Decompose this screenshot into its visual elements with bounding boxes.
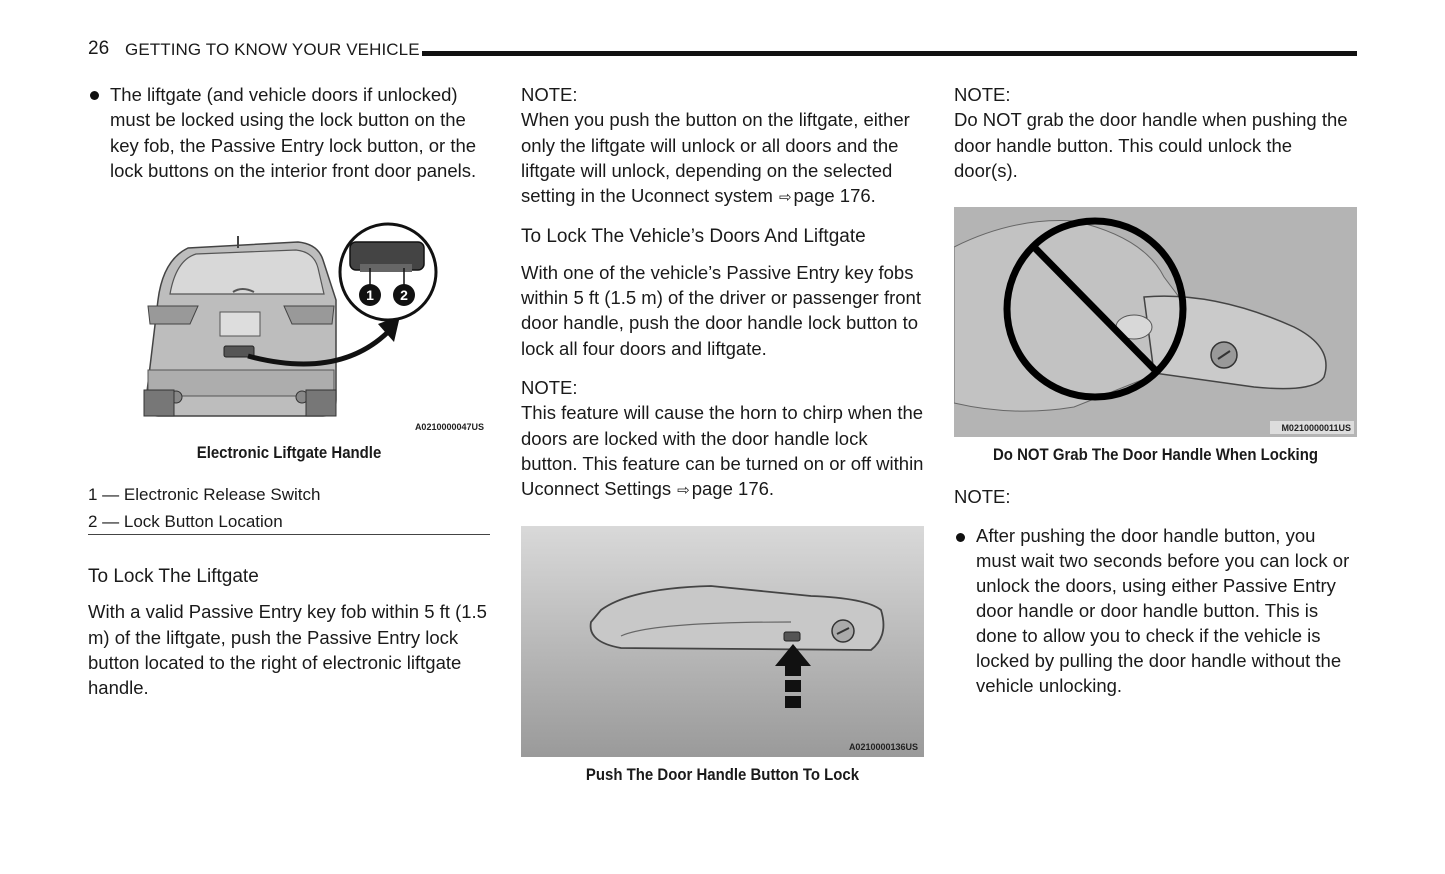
- door-handle-illustration: [521, 526, 924, 757]
- section-title: GETTING TO KNOW YOUR VEHICLE: [125, 40, 420, 59]
- note-label: NOTE:: [521, 84, 578, 105]
- section-heading: To Lock The Vehicle’s Doors And Liftgate: [521, 226, 866, 248]
- page-ref-icon: ⇨: [778, 189, 792, 207]
- column-3-lower: [954, 484, 1359, 699]
- bullet-item: [954, 524, 1359, 698]
- section-body: With a valid Passive Entry key fob within 5 ft (1.5 m) of the liftgate, push the Passive Entry lock button located to the right of electronic liftgate handle.: [88, 601, 487, 699]
- page-header: [88, 38, 1357, 64]
- legend-item: 1 — Electronic Release Switch: [88, 485, 321, 504]
- bullet-text: After pushing the door handle button, you must wait two seconds before you can lock or unlock the doors, using either Passive Entry door handle or door handle button. This is done to allow you to check if the vehicle is locked by pulling the door handle without the vehicle unlocking.: [976, 525, 1350, 696]
- figure-caption: Do NOT Grab The Door Handle When Locking: [993, 445, 1318, 464]
- legend: [88, 481, 320, 535]
- figure-code: M0210000011US: [1281, 423, 1351, 433]
- page-ref-icon: ⇨: [677, 482, 690, 500]
- callout-2: 2: [400, 287, 408, 303]
- section-body: With one of the vehicle’s Passive Entry key fobs within 5 ft (1.5 m) of the driver or passenger front door handle, push the door handle lock button to lock all four doors and liftgate.: [521, 261, 921, 359]
- legend-divider: [88, 534, 490, 535]
- liftgate-figure: [138, 220, 490, 436]
- header-rule: [422, 51, 1357, 56]
- do-not-grab-illustration: [954, 207, 1357, 437]
- do-not-grab-figure: [954, 207, 1357, 437]
- column-2: [521, 82, 926, 503]
- note-label: NOTE:: [954, 486, 1011, 507]
- liftgate-illustration: [138, 220, 490, 436]
- column-3: [954, 82, 1359, 183]
- note-label: NOTE:: [521, 376, 578, 398]
- column-1: [88, 82, 493, 183]
- door-handle-figure: [521, 526, 924, 757]
- figure-caption: Electronic Liftgate Handle: [196, 443, 382, 462]
- page-reference: page 176.: [691, 478, 775, 500]
- page-reference: page 176.: [793, 185, 876, 207]
- legend-item: 2 — Lock Button Location: [88, 512, 283, 531]
- note-text: When you push the button on the liftgate, either only the liftgate will unlock or all doors and the liftgate will unlock, depending on the selected setting in the Uconnect system ⇨ page 176.: [521, 107, 926, 210]
- bullet-icon: [956, 533, 965, 542]
- note-label: NOTE:: [954, 84, 1011, 105]
- note-text: This feature will cause the horn to chirp when the doors are locked with the door handle lock button. This feature can be turned on or off within Uconnect Settings ⇨ page 176.: [521, 400, 926, 503]
- callout-1: 1: [366, 287, 374, 303]
- page-number: 26: [88, 38, 110, 59]
- figure-code: A0210000136US: [848, 742, 918, 752]
- liftgate-section: [88, 564, 493, 700]
- section-heading: To Lock The Liftgate: [88, 566, 259, 587]
- bullet-icon: [90, 91, 99, 100]
- figure-code: A0210000047US: [414, 422, 484, 432]
- note-text: Do NOT grab the door handle when pushing the door handle button. This could unlock the door(s).: [954, 109, 1348, 181]
- figure-caption: Push The Door Handle Button To Lock: [585, 765, 860, 784]
- bullet-text: The liftgate (and vehicle doors if unlocked) must be locked using the lock button on the key fob, the Passive Entry lock button, or the lock buttons on the interior front door panels.: [110, 84, 477, 181]
- bullet-item: [88, 82, 493, 183]
